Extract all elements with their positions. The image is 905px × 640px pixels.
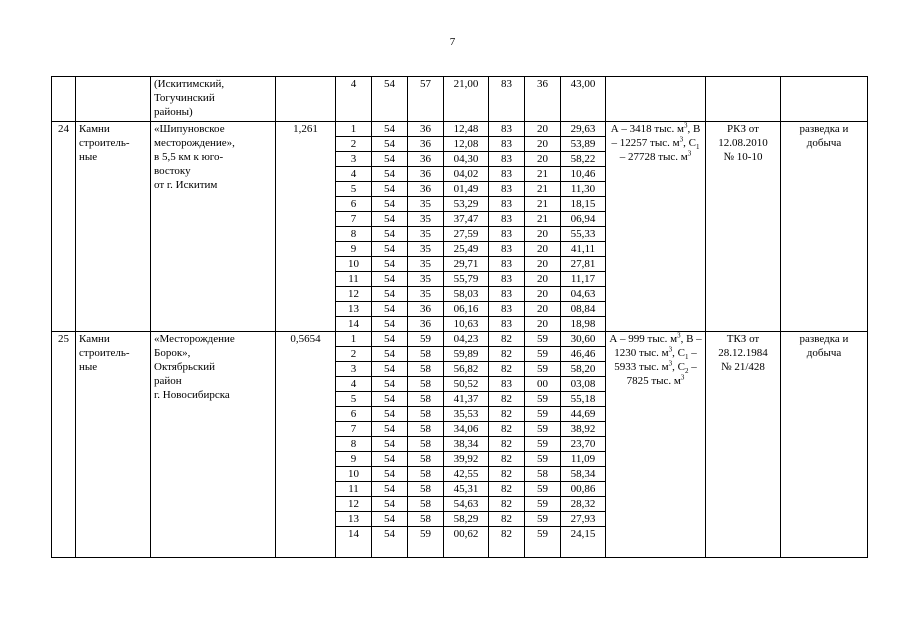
- lat-min: 36: [408, 152, 444, 167]
- lon-min: 20: [525, 242, 561, 257]
- lon-sec: 46,46: [561, 347, 606, 362]
- deposit-name-line: Октябрьский: [154, 361, 215, 373]
- lon-min: 59: [525, 407, 561, 422]
- lon-min: 59: [525, 362, 561, 377]
- lat-min: 36: [408, 122, 444, 137]
- purpose: [781, 332, 868, 558]
- lon-min: 00: [525, 377, 561, 392]
- lat-deg: 54: [372, 287, 408, 302]
- lon-min: 59: [525, 452, 561, 467]
- point-number: 5: [336, 392, 372, 407]
- lon-min: 21: [525, 182, 561, 197]
- deposit-location: [151, 77, 276, 122]
- lat-min: 35: [408, 287, 444, 302]
- lat-sec: 37,47: [444, 212, 489, 227]
- lat-sec: 42,55: [444, 467, 489, 482]
- lon-sec: 04,63: [561, 287, 606, 302]
- lat-deg: 54: [372, 257, 408, 272]
- deposit-area: 1,261: [276, 122, 336, 332]
- lat-min: 35: [408, 212, 444, 227]
- lat-sec: 58,03: [444, 287, 489, 302]
- lon-deg: 83: [489, 272, 525, 287]
- lon-deg: 82: [489, 392, 525, 407]
- protocol-line: № 10-10: [723, 151, 763, 163]
- point-number: 11: [336, 482, 372, 497]
- lon-deg: 83: [489, 257, 525, 272]
- deposit-name-line: месторождение»,: [154, 137, 235, 149]
- lon-sec: 11,09: [561, 452, 606, 467]
- lon-sec: 30,60: [561, 332, 606, 347]
- point-number: 2: [336, 347, 372, 362]
- purpose-line: разведка и: [799, 333, 849, 345]
- deposit-name-line: в 5,5 км к юго-: [154, 151, 224, 163]
- point-number: 6: [336, 197, 372, 212]
- lon-min: 20: [525, 122, 561, 137]
- lat-min: 35: [408, 257, 444, 272]
- lat-deg: 54: [372, 347, 408, 362]
- deposit-name-line: г. Новосибирска: [154, 389, 230, 401]
- deposit-type-cell: [76, 77, 151, 122]
- point-number: 8: [336, 227, 372, 242]
- deposit-name-line: район: [154, 375, 182, 387]
- purpose: [781, 122, 868, 332]
- lon-min: 36: [525, 77, 561, 122]
- lat-deg: 54: [372, 512, 408, 527]
- lat-deg: 54: [372, 482, 408, 497]
- deposit-type: [76, 332, 151, 558]
- lon-sec: 23,70: [561, 437, 606, 452]
- lon-deg: 83: [489, 287, 525, 302]
- reserves-cell: [606, 77, 706, 122]
- lon-deg: 82: [489, 527, 525, 558]
- point-number: 2: [336, 137, 372, 152]
- lon-min: 59: [525, 497, 561, 512]
- deposit-number-cell: [52, 77, 76, 122]
- lat-deg: 54: [372, 422, 408, 437]
- lat-min: 58: [408, 347, 444, 362]
- point-number: 13: [336, 302, 372, 317]
- point-number: 1: [336, 332, 372, 347]
- point-number: 12: [336, 287, 372, 302]
- lon-deg: 82: [489, 332, 525, 347]
- purpose-cell: [781, 77, 868, 122]
- lat-deg: 54: [372, 467, 408, 482]
- point-number: 3: [336, 362, 372, 377]
- lon-min: 20: [525, 152, 561, 167]
- lon-deg: 82: [489, 452, 525, 467]
- lon-min: 20: [525, 227, 561, 242]
- lon-deg: 83: [489, 227, 525, 242]
- lon-min: 20: [525, 317, 561, 332]
- lat-deg: 54: [372, 242, 408, 257]
- lon-deg: 82: [489, 347, 525, 362]
- lon-deg: 83: [489, 122, 525, 137]
- lat-deg: 54: [372, 122, 408, 137]
- protocol-line: ТКЗ от: [726, 333, 760, 345]
- lat-deg: 54: [372, 497, 408, 512]
- lon-sec: 58,22: [561, 152, 606, 167]
- point-number: 4: [336, 167, 372, 182]
- lon-deg: 83: [489, 137, 525, 152]
- point-number: 8: [336, 437, 372, 452]
- lat-sec: 56,82: [444, 362, 489, 377]
- point-number: 9: [336, 452, 372, 467]
- deposit-type-line: Камни: [79, 123, 110, 135]
- lon-sec: 41,11: [561, 242, 606, 257]
- point-number: 4: [336, 77, 372, 122]
- reserves: А – 3418 тыс. $м^3$, В – 12257 тыс. $м^3$, $С_1 - 27728$ тыс. $м^3$: [606, 122, 706, 332]
- lat-min: 58: [408, 512, 444, 527]
- lon-min: 59: [525, 332, 561, 347]
- lon-min: 20: [525, 272, 561, 287]
- lon-deg: 83: [489, 152, 525, 167]
- lon-deg: 83: [489, 197, 525, 212]
- lat-sec: 38,34: [444, 437, 489, 452]
- lon-deg: 82: [489, 467, 525, 482]
- lon-sec: 38,92: [561, 422, 606, 437]
- deposit-name-line: от г. Искитим: [154, 179, 218, 191]
- lon-min: 59: [525, 512, 561, 527]
- lat-sec: 27,59: [444, 227, 489, 242]
- lat-sec: 01,49: [444, 182, 489, 197]
- lat-min: 36: [408, 302, 444, 317]
- deposit-name-line: Борок»,: [154, 347, 191, 359]
- deposit-type-line: строитель-: [79, 347, 130, 359]
- lon-sec: 58,20: [561, 362, 606, 377]
- lon-deg: 83: [489, 167, 525, 182]
- lat-deg: 54: [372, 77, 408, 122]
- lon-sec: 08,84: [561, 302, 606, 317]
- page-number: 7: [449, 36, 456, 48]
- lat-deg: 54: [372, 227, 408, 242]
- deposit-number: 24: [52, 122, 76, 332]
- deposit-name-line: «Шипуновское: [154, 123, 225, 135]
- lon-deg: 83: [489, 317, 525, 332]
- lat-sec: 55,79: [444, 272, 489, 287]
- lon-sec: 11,17: [561, 272, 606, 287]
- protocol-line: 12.08.2010: [718, 137, 768, 149]
- lat-min: 58: [408, 467, 444, 482]
- lat-deg: 54: [372, 377, 408, 392]
- deposit-type-line: строитель-: [79, 137, 130, 149]
- deposit-location-line: районы): [154, 106, 193, 118]
- lat-min: 59: [408, 527, 444, 558]
- lon-deg: 83: [489, 212, 525, 227]
- lat-min: 58: [408, 422, 444, 437]
- lat-sec: 04,02: [444, 167, 489, 182]
- lon-deg: 82: [489, 422, 525, 437]
- lon-sec: 58,34: [561, 467, 606, 482]
- lat-min: 58: [408, 407, 444, 422]
- protocol: [706, 122, 781, 332]
- lon-deg: 82: [489, 437, 525, 452]
- protocol: [706, 332, 781, 558]
- purpose-line: разведка и: [799, 123, 849, 135]
- deposits-table: [51, 76, 868, 558]
- point-number: 3: [336, 152, 372, 167]
- lat-deg: 54: [372, 362, 408, 377]
- lat-deg: 54: [372, 407, 408, 422]
- lat-min: 35: [408, 227, 444, 242]
- lon-sec: 03,08: [561, 377, 606, 392]
- deposit-type-line: Камни: [79, 333, 110, 345]
- point-number: 7: [336, 422, 372, 437]
- lat-min: 58: [408, 452, 444, 467]
- lat-deg: 54: [372, 437, 408, 452]
- lon-deg: 83: [489, 77, 525, 122]
- lon-sec: 00,86: [561, 482, 606, 497]
- lon-deg: 83: [489, 242, 525, 257]
- reserves: А – 999 тыс. $м^3$, В – 1230 тыс. $м^3$, $С_1 - 5933$ тыс. $м^3$, $С_2 - 7825$ тыс. $м^3$: [606, 332, 706, 558]
- lat-min: 36: [408, 317, 444, 332]
- protocol-line: № 21/428: [721, 361, 765, 373]
- lat-deg: 54: [372, 197, 408, 212]
- lon-min: 21: [525, 167, 561, 182]
- point-number: 4: [336, 377, 372, 392]
- lon-min: 59: [525, 482, 561, 497]
- lon-sec: 43,00: [561, 77, 606, 122]
- lon-sec: 11,30: [561, 182, 606, 197]
- lat-sec: 34,06: [444, 422, 489, 437]
- deposit-area: 0,5654: [276, 332, 336, 558]
- lon-sec: 06,94: [561, 212, 606, 227]
- lat-deg: 54: [372, 332, 408, 347]
- point-number: 1: [336, 122, 372, 137]
- deposit-location-line: (Искитимский,: [154, 78, 225, 90]
- lon-min: 58: [525, 467, 561, 482]
- lat-min: 59: [408, 332, 444, 347]
- lat-sec: 12,08: [444, 137, 489, 152]
- lat-sec: 06,16: [444, 302, 489, 317]
- table-body: [52, 77, 868, 558]
- lon-sec: 44,69: [561, 407, 606, 422]
- table-row: [52, 77, 868, 122]
- lat-sec: 10,63: [444, 317, 489, 332]
- lat-sec: 00,62: [444, 527, 489, 558]
- lon-sec: 55,33: [561, 227, 606, 242]
- lat-sec: 04,23: [444, 332, 489, 347]
- lat-min: 58: [408, 482, 444, 497]
- lat-min: 35: [408, 197, 444, 212]
- lon-min: 21: [525, 197, 561, 212]
- lat-deg: 54: [372, 317, 408, 332]
- lon-min: 59: [525, 422, 561, 437]
- lat-sec: 29,71: [444, 257, 489, 272]
- lon-min: 59: [525, 392, 561, 407]
- point-number: 13: [336, 512, 372, 527]
- lat-deg: 54: [372, 392, 408, 407]
- lat-deg: 54: [372, 137, 408, 152]
- lon-min: 20: [525, 302, 561, 317]
- deposit-location-line: Тогучинский: [154, 92, 215, 104]
- deposit-name-line: «Месторождение: [154, 333, 235, 345]
- deposit-number: 25: [52, 332, 76, 558]
- lon-min: 20: [525, 287, 561, 302]
- lat-min: 58: [408, 437, 444, 452]
- deposit-name: [151, 122, 276, 332]
- deposit-name-line: востоку: [154, 165, 191, 177]
- lat-sec: 45,31: [444, 482, 489, 497]
- lon-sec: 53,89: [561, 137, 606, 152]
- point-number: 10: [336, 467, 372, 482]
- lat-deg: 54: [372, 167, 408, 182]
- protocol-line: 28.12.1984: [718, 347, 768, 359]
- lat-deg: 54: [372, 302, 408, 317]
- lat-min: 58: [408, 362, 444, 377]
- lat-deg: 54: [372, 152, 408, 167]
- lon-sec: 10,46: [561, 167, 606, 182]
- lon-deg: 82: [489, 497, 525, 512]
- point-number: 14: [336, 527, 372, 558]
- lat-sec: 58,29: [444, 512, 489, 527]
- deposit-type-line: ные: [79, 151, 98, 163]
- point-number: 12: [336, 497, 372, 512]
- lat-sec: 54,63: [444, 497, 489, 512]
- lat-min: 36: [408, 167, 444, 182]
- point-number: 6: [336, 407, 372, 422]
- lon-sec: 55,18: [561, 392, 606, 407]
- deposit-type: [76, 122, 151, 332]
- lon-sec: 27,93: [561, 512, 606, 527]
- lat-deg: 54: [372, 272, 408, 287]
- lat-min: 58: [408, 497, 444, 512]
- deposit-area-cell: [276, 77, 336, 122]
- table-row: [52, 332, 868, 347]
- protocol-cell: [706, 77, 781, 122]
- lon-deg: 83: [489, 182, 525, 197]
- lat-sec: 41,37: [444, 392, 489, 407]
- lat-sec: 53,29: [444, 197, 489, 212]
- lon-deg: 83: [489, 377, 525, 392]
- table-row: [52, 122, 868, 137]
- lat-sec: 21,00: [444, 77, 489, 122]
- point-number: 9: [336, 242, 372, 257]
- lon-sec: 29,63: [561, 122, 606, 137]
- deposit-name: [151, 332, 276, 558]
- lat-min: 57: [408, 77, 444, 122]
- lon-min: 21: [525, 212, 561, 227]
- lat-sec: 50,52: [444, 377, 489, 392]
- lon-deg: 83: [489, 302, 525, 317]
- lat-min: 58: [408, 392, 444, 407]
- lat-min: 35: [408, 272, 444, 287]
- lat-deg: 54: [372, 212, 408, 227]
- purpose-line: добыча: [806, 347, 842, 359]
- point-number: 5: [336, 182, 372, 197]
- protocol-line: РКЗ от: [727, 123, 759, 135]
- lon-sec: 24,15: [561, 527, 606, 558]
- lat-min: 36: [408, 182, 444, 197]
- lat-sec: 04,30: [444, 152, 489, 167]
- lon-sec: 27,81: [561, 257, 606, 272]
- lat-deg: 54: [372, 527, 408, 558]
- lon-min: 20: [525, 137, 561, 152]
- lat-sec: 12,48: [444, 122, 489, 137]
- purpose-line: добыча: [806, 137, 842, 149]
- lon-sec: 18,15: [561, 197, 606, 212]
- point-number: 11: [336, 272, 372, 287]
- lon-min: 59: [525, 347, 561, 362]
- lon-deg: 82: [489, 512, 525, 527]
- lon-min: 59: [525, 437, 561, 452]
- lon-deg: 82: [489, 362, 525, 377]
- point-number: 10: [336, 257, 372, 272]
- lat-sec: 39,92: [444, 452, 489, 467]
- lon-min: 59: [525, 527, 561, 558]
- lat-min: 35: [408, 242, 444, 257]
- lat-deg: 54: [372, 452, 408, 467]
- lat-sec: 25,49: [444, 242, 489, 257]
- lon-min: 20: [525, 257, 561, 272]
- lon-sec: 28,32: [561, 497, 606, 512]
- lat-deg: 54: [372, 182, 408, 197]
- lon-deg: 82: [489, 482, 525, 497]
- point-number: 7: [336, 212, 372, 227]
- point-number: 14: [336, 317, 372, 332]
- lat-min: 36: [408, 137, 444, 152]
- deposit-type-line: ные: [79, 361, 98, 373]
- lat-min: 58: [408, 377, 444, 392]
- lat-sec: 59,89: [444, 347, 489, 362]
- lat-sec: 35,53: [444, 407, 489, 422]
- lon-deg: 82: [489, 407, 525, 422]
- lon-sec: 18,98: [561, 317, 606, 332]
